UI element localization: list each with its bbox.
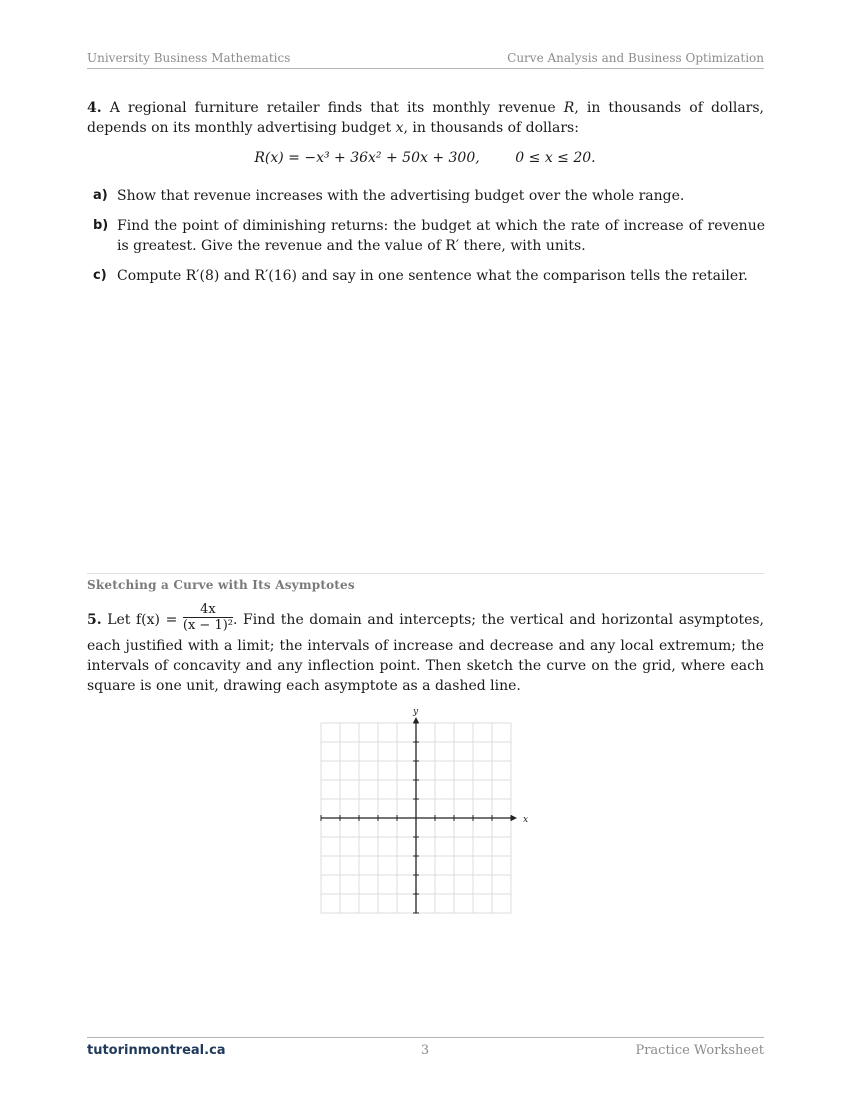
problem-5-text: . Find the domain and intercepts; the vertical and horizontal asymptotes, each justified with a limit; the intervals of increase and decrease and any local extremum; the intervals of concavity and any inflection point. Then sketch the curve on the grid, where each square is one unit, drawing each asymptote as a dashed line. <box>87 612 764 694</box>
part-b-text: Find the point of diminishing returns: the budget at which the rate of increase of revenue is greatest. Give the revenue and the value of R′ there, with units. <box>117 218 765 254</box>
header-course-title: University Business Mathematics <box>87 51 291 65</box>
part-a-text: Show that revenue increases with the advertising budget over the whole range. <box>117 188 685 204</box>
fraction-denominator: (x − 1)² <box>182 618 234 633</box>
header-divider <box>87 68 764 69</box>
problem-4-number: 4. <box>87 100 102 116</box>
part-c-text: Compute R′(8) and R′(16) and say in one sentence what the comparison tells the retailer. <box>117 268 748 284</box>
problem-5-number: 5. <box>87 612 102 628</box>
problem-4-text-a: A regional furniture retailer finds that its monthly revenue <box>101 100 564 116</box>
y-axis-label: y <box>413 707 419 717</box>
problem-4-var-r: R <box>563 100 575 116</box>
x-axis-arrow <box>511 815 517 821</box>
problem-5-lead: Let f(x) = <box>101 612 183 628</box>
footer-worksheet-label: Practice Worksheet <box>635 1043 764 1058</box>
part-a-label: a) <box>93 188 108 203</box>
problem-4-var-x: x <box>395 120 404 136</box>
function-fraction <box>183 602 233 634</box>
problem-4-statement <box>87 98 764 138</box>
footer-site-link[interactable]: tutorinmontreal.ca <box>87 1043 226 1058</box>
revenue-equation: R(x) = −x³ + 36x² + 50x + 300, 0 ≤ x ≤ 20. <box>254 150 596 166</box>
problem-4-part-b <box>93 216 765 256</box>
part-b-label: b) <box>93 218 109 233</box>
problem-4-part-c <box>93 266 765 286</box>
problem-4-text-b: , in thousands of dollars, depends on its monthly advertising budget <box>87 100 764 136</box>
section-divider <box>87 573 764 574</box>
section-title: Sketching a Curve with Its Asymptotes <box>87 578 355 592</box>
header-chapter-title: Curve Analysis and Business Optimization <box>507 51 764 65</box>
problem-4-part-a <box>93 186 765 206</box>
part-c-label: c) <box>93 268 107 283</box>
sketch-grid[interactable] <box>310 705 540 920</box>
problem-5-statement <box>87 604 764 696</box>
page-number: 3 <box>420 1043 430 1058</box>
problem-4-text-c: , in thousands of dollars: <box>403 120 579 136</box>
fraction-numerator: 4x <box>183 602 233 618</box>
x-axis-label: x <box>523 815 529 825</box>
y-axis-arrow <box>413 717 419 723</box>
footer-divider <box>87 1037 764 1038</box>
